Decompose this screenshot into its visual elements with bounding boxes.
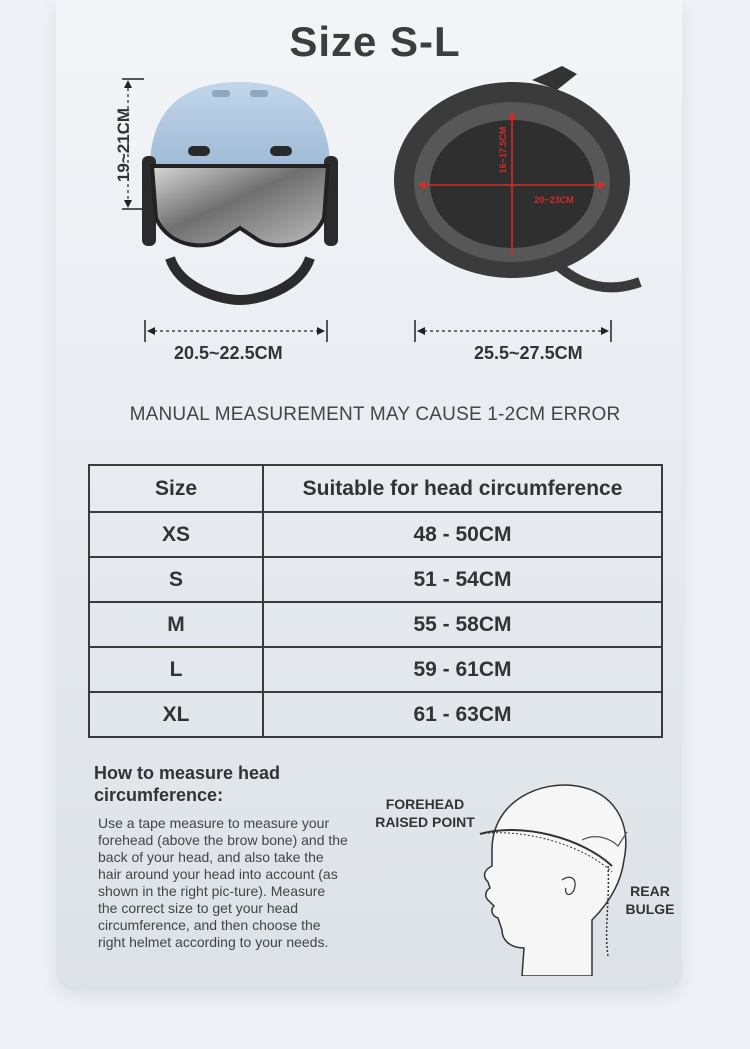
forehead-label: FOREHEAD RAISED POINT (375, 796, 475, 830)
table-header-row (89, 465, 662, 512)
measurement-notice: MANUAL MEASUREMENT MAY CAUSE 1-2CM ERROR (129, 404, 621, 425)
helmet-inner-image (392, 60, 652, 310)
size-cell: L (89, 647, 263, 692)
circumference-cell: 51 - 54CM (263, 557, 662, 602)
inner-length-label: 25.5~27.5CM (474, 343, 583, 363)
table-row (89, 512, 662, 557)
inner-height-label: 16~17.5CM (498, 126, 508, 174)
circumference-cell: 55 - 58CM (263, 602, 662, 647)
size-cell: XL (89, 692, 263, 737)
measure-instructions: Use a tape measure to measure your forehead (above the brow bone) and the back of your head, and also take the hair around your head into account (as shown in the right pic-ture). Measure the correct size to get your head circumference, and then choose the right helmet according to your needs. (98, 815, 348, 950)
circumference-cell: 61 - 63CM (263, 692, 662, 737)
head-measure-illustration (462, 780, 642, 976)
front-width-label: 20.5~22.5CM (174, 343, 283, 363)
page-title: Size S-L (289, 18, 461, 65)
circumference-cell: 48 - 50CM (263, 512, 662, 557)
size-table (88, 464, 663, 738)
table-header-size: Size (89, 465, 263, 512)
size-cell: XS (89, 512, 263, 557)
table-row (89, 692, 662, 737)
inner-width-label: 20~23CM (534, 195, 574, 205)
table-row (89, 647, 662, 692)
size-cell: S (89, 557, 263, 602)
front-width-dimension-line (144, 320, 328, 342)
circumference-cell: 59 - 61CM (263, 647, 662, 692)
inner-length-dimension-line (414, 320, 612, 342)
table-row (89, 557, 662, 602)
table-header-circumference: Suitable for head circumference (263, 465, 662, 512)
height-label: 19~21CM (114, 107, 133, 183)
rear-label: REAR BULGE (625, 883, 675, 917)
size-cell: M (89, 602, 263, 647)
helmet-front-image (140, 78, 340, 308)
measure-heading: How to measure head circumference: (94, 763, 281, 805)
table-row (89, 602, 662, 647)
